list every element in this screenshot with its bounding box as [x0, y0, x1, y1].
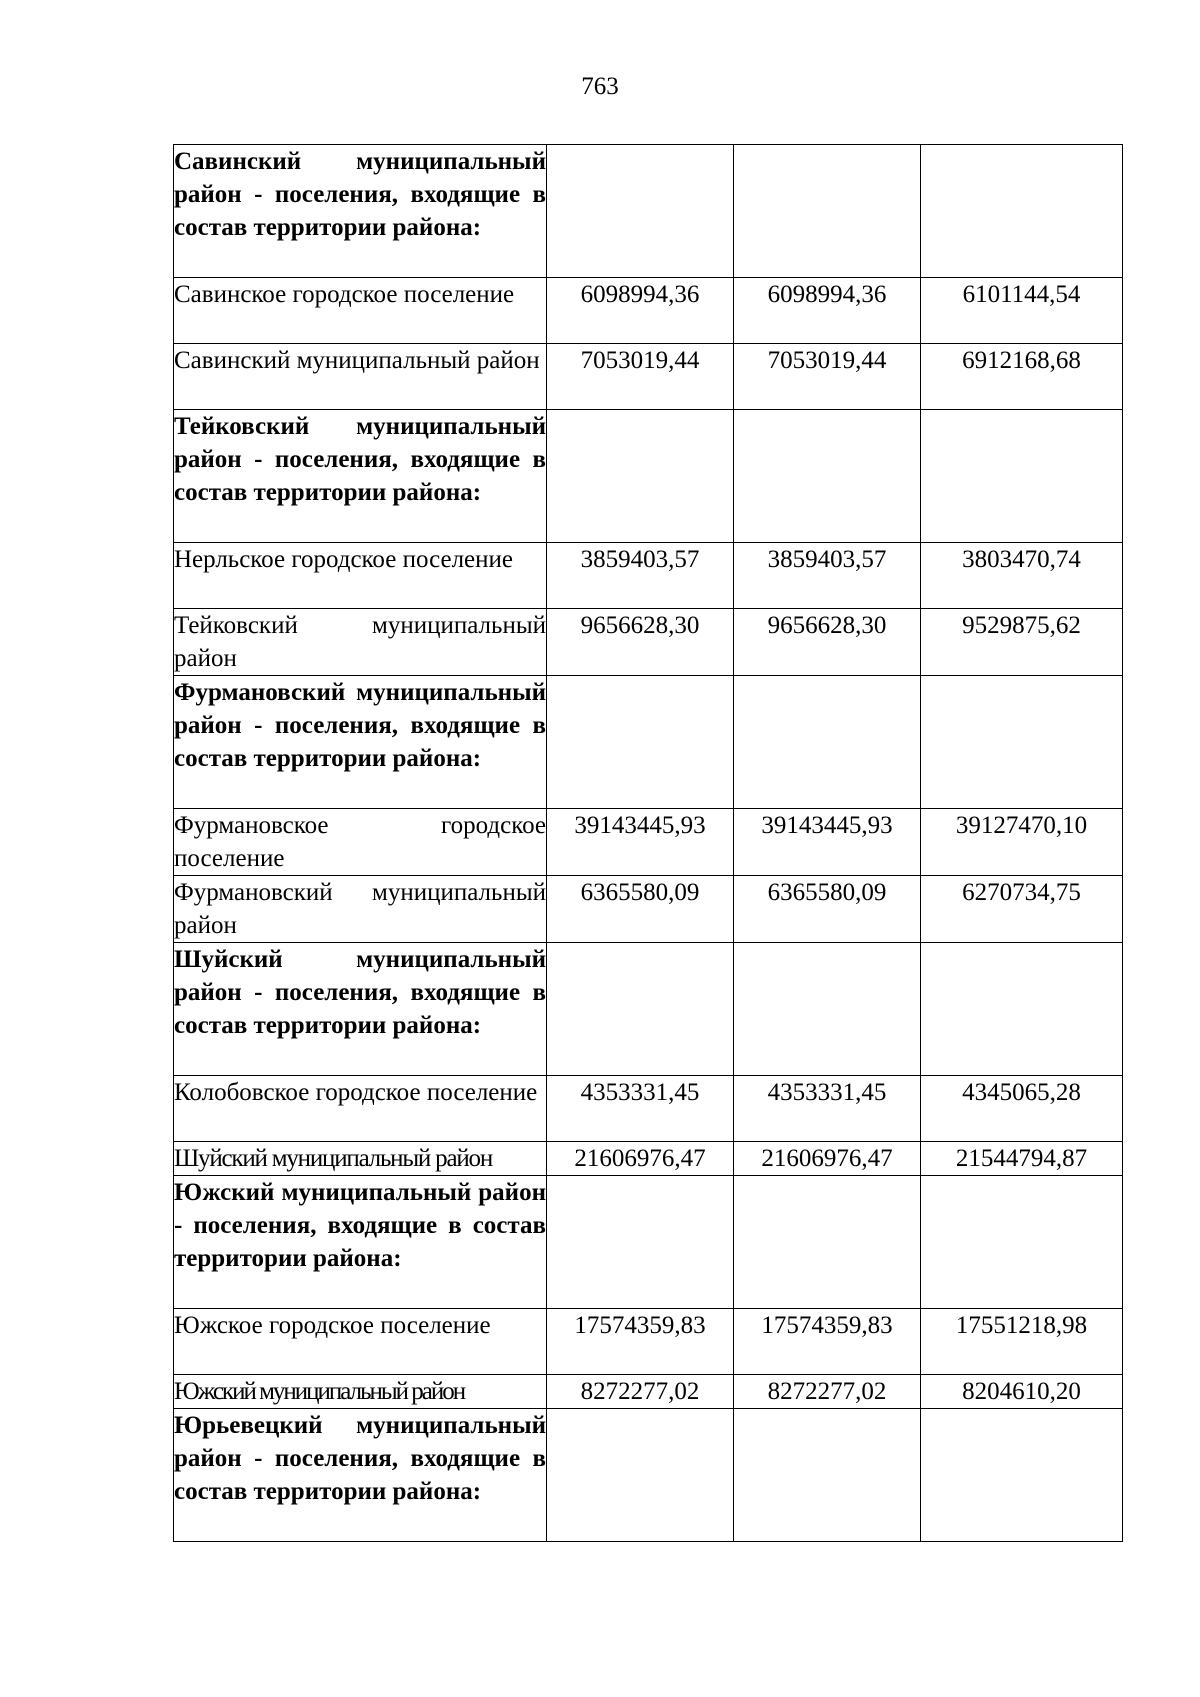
value-cell: 6912168,68 [921, 344, 1123, 410]
row-name: Фурмановский муниципальный район - поселения, входящие в состав территории района: [174, 676, 547, 809]
row-name-text: Южский муниципальный район [174, 1378, 465, 1405]
table-row-group-shuisky [174, 943, 1123, 1076]
value-cell: 6101144,54 [921, 278, 1123, 344]
value-cell [921, 676, 1123, 809]
value-cell: 4353331,45 [547, 1076, 734, 1142]
table-row [174, 278, 1123, 344]
value-cell: 8272277,02 [547, 1375, 734, 1409]
value-cell [734, 1176, 921, 1309]
table-row [174, 1142, 1123, 1176]
table-row [174, 609, 1123, 676]
value-cell: 9656628,30 [734, 609, 921, 676]
row-name: Савинский муниципальный район [174, 344, 547, 410]
value-cell [921, 145, 1123, 278]
row-name: Южское городское поселение [174, 1309, 547, 1375]
row-name: Южский муниципальный район - поселения, входящие в состав территории района: [174, 1176, 547, 1309]
row-name: Шуйский муниципальный район - поселения, входящие в состав территории района: [174, 943, 547, 1076]
value-cell: 6365580,09 [547, 876, 734, 943]
row-name: Фурмановский муниципальный район [174, 876, 547, 943]
value-cell [734, 1409, 921, 1542]
value-cell: 6098994,36 [547, 278, 734, 344]
table-row-group-teikovsky [174, 410, 1123, 543]
row-name: Колобовское городское поселение [174, 1076, 547, 1142]
value-cell [734, 145, 921, 278]
value-cell [547, 1409, 734, 1542]
value-cell [921, 943, 1123, 1076]
value-cell: 4353331,45 [734, 1076, 921, 1142]
row-name: Савинское городское поселение [174, 278, 547, 344]
value-cell [547, 145, 734, 278]
value-cell [547, 410, 734, 543]
table-row [174, 1375, 1123, 1409]
value-cell [734, 943, 921, 1076]
value-cell: 6365580,09 [734, 876, 921, 943]
value-cell [547, 1176, 734, 1309]
table-row [174, 1076, 1123, 1142]
row-name: Нерльское городское поселение [174, 543, 547, 609]
value-cell [921, 1176, 1123, 1309]
row-name: Тейковский муниципальный район [174, 609, 547, 676]
table-row-group-savinsky [174, 145, 1123, 278]
page-number: 763 [581, 73, 619, 100]
value-cell: 6098994,36 [734, 278, 921, 344]
table-row [174, 809, 1123, 876]
value-cell: 4345065,28 [921, 1076, 1123, 1142]
value-cell: 7053019,44 [734, 344, 921, 410]
value-cell: 39127470,10 [921, 809, 1123, 876]
value-cell: 9529875,62 [921, 609, 1123, 676]
value-cell: 21606976,47 [734, 1142, 921, 1176]
value-cell: 8272277,02 [734, 1375, 921, 1409]
value-cell: 3803470,74 [921, 543, 1123, 609]
value-cell: 3859403,57 [547, 543, 734, 609]
value-cell: 8204610,20 [921, 1375, 1123, 1409]
value-cell [921, 410, 1123, 543]
value-cell: 17574359,83 [547, 1309, 734, 1375]
row-name-text: Шуйский муниципальный район [174, 1145, 493, 1172]
table-row [174, 543, 1123, 609]
row-name: Юрьевецкий муниципальный район - поселения, входящие в состав территории района: [174, 1409, 547, 1542]
row-name: Савинский муниципальный район - поселения, входящие в состав территории района: [174, 145, 547, 278]
value-cell: 9656628,30 [547, 609, 734, 676]
row-name [174, 1142, 547, 1176]
value-cell: 17551218,98 [921, 1309, 1123, 1375]
value-cell [547, 943, 734, 1076]
value-cell [921, 1409, 1123, 1542]
value-cell: 17574359,83 [734, 1309, 921, 1375]
value-cell: 3859403,57 [734, 543, 921, 609]
value-cell [734, 676, 921, 809]
value-cell: 21606976,47 [547, 1142, 734, 1176]
row-name: Тейковский муниципальный район - поселения, входящие в состав территории района: [174, 410, 547, 543]
table-row-group-yurievetsky [174, 1409, 1123, 1542]
budget-table [173, 144, 1123, 1542]
table-row-group-yuzhsky [174, 1176, 1123, 1309]
value-cell [734, 410, 921, 543]
value-cell [547, 676, 734, 809]
value-cell: 39143445,93 [734, 809, 921, 876]
table-row-group-furmanovsky [174, 676, 1123, 809]
value-cell: 21544794,87 [921, 1142, 1123, 1176]
value-cell: 7053019,44 [547, 344, 734, 410]
value-cell: 39143445,93 [547, 809, 734, 876]
table-row [174, 1309, 1123, 1375]
table-row [174, 876, 1123, 943]
row-name: Фурмановское городское поселение [174, 809, 547, 876]
row-name [174, 1375, 547, 1409]
table-row [174, 344, 1123, 410]
value-cell: 6270734,75 [921, 876, 1123, 943]
